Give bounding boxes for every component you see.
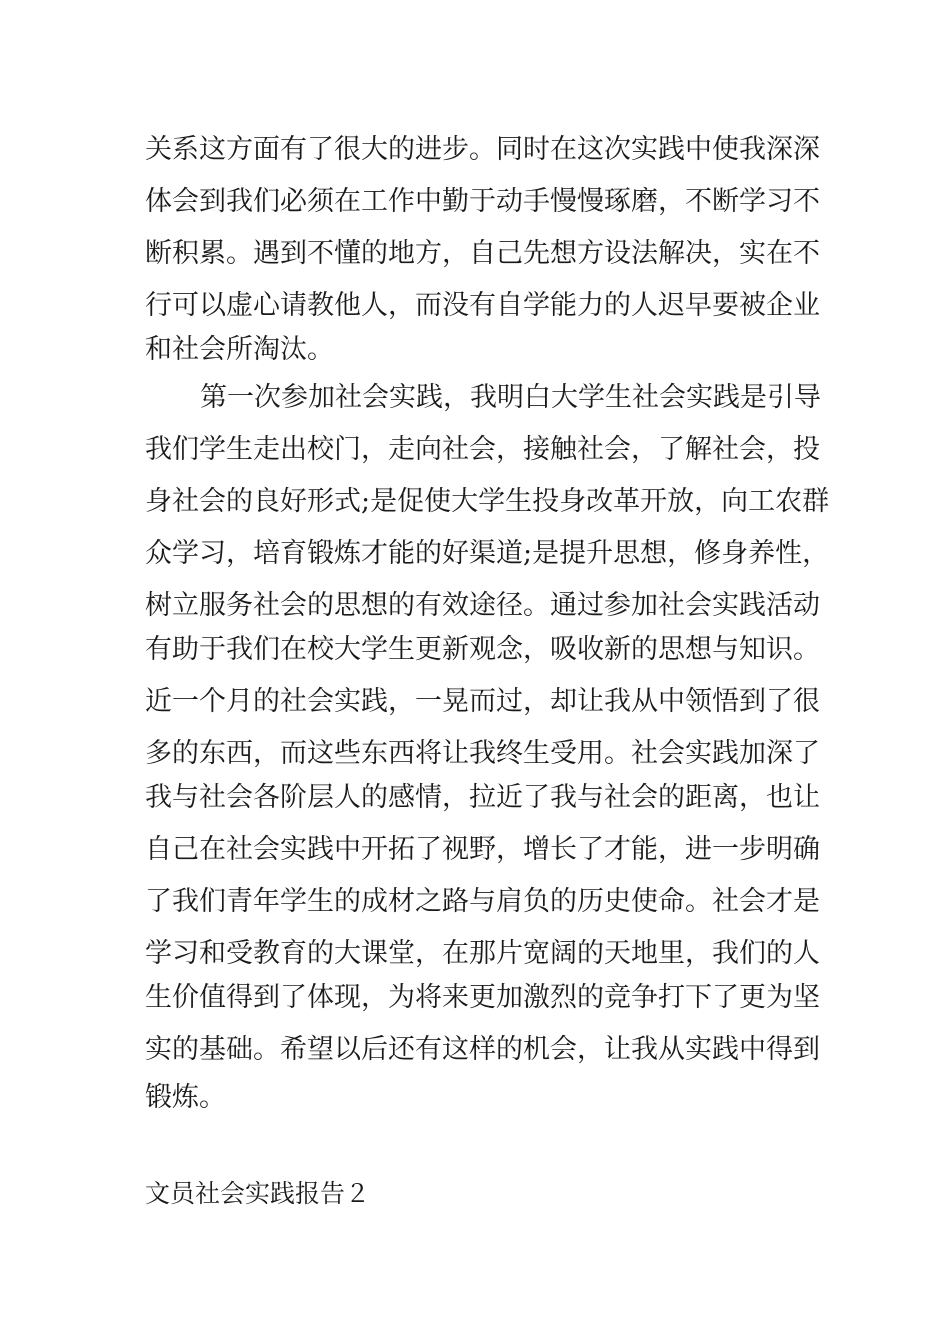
paragraph-1-line: 体会到我们必须在工作中勤于动手慢慢琢磨，不断学习不 [145,186,820,217]
paragraph-2-line: 身社会的良好形式;是促使大学生投身改革开放，向工农群 [145,486,830,517]
paragraph-1-line: 和社会所淘汰。 [145,334,334,365]
paragraph-2-line: 生价值得到了体现，为将来更加激烈的竞争打下了更为坚 [145,982,820,1013]
paragraph-2-line: 树立服务社会的思想的有效途径。通过参加社会实践活动 [145,590,820,621]
paragraph-2-line: 学习和受教育的大课堂，在那片宽阔的天地里，我们的人 [145,938,820,969]
section-heading: 文员社会实践报告２ [145,1179,371,1208]
paragraph-2-line: 了我们青年学生的成材之路与肩负的历史使命。社会才是 [145,886,820,917]
paragraph-2-line: 自己在社会实践中开拓了视野，增长了才能，进一步明确 [145,834,820,865]
paragraph-2-line: 近一个月的社会实践，一晃而过，却让我从中领悟到了很 [145,686,820,717]
paragraph-2-line: 实的基础。希望以后还有这样的机会，让我从实践中得到 [145,1034,820,1065]
paragraph-2-line: 众学习，培育锻炼才能的好渠道;是提升思想，修身养性， [145,538,830,569]
paragraph-2-line: 锻炼。 [145,1082,226,1113]
paragraph-1-line: 行可以虚心请教他人，而没有自学能力的人迟早要被企业 [145,290,820,321]
paragraph-2-line: 多的东西，而这些东西将让我终生受用。社会实践加深了 [145,738,820,769]
paragraph-2-line: 有助于我们在校大学生更新观念，吸收新的思想与知识。 [145,634,820,665]
paragraph-2-line: 我与社会各阶层人的感情，拉近了我与社会的距离，也让 [145,782,820,813]
paragraph-1-line: 关系这方面有了很大的进步。同时在这次实践中使我深深 [145,134,820,165]
paragraph-2-line: 我们学生走出校门，走向社会，接触社会，了解社会，投 [145,434,820,465]
paragraph-2-line: 第一次参加社会实践，我明白大学生社会实践是引导 [200,382,821,413]
paragraph-1-line: 断积累。遇到不懂的地方，自己先想方设法解决，实在不 [145,238,820,269]
